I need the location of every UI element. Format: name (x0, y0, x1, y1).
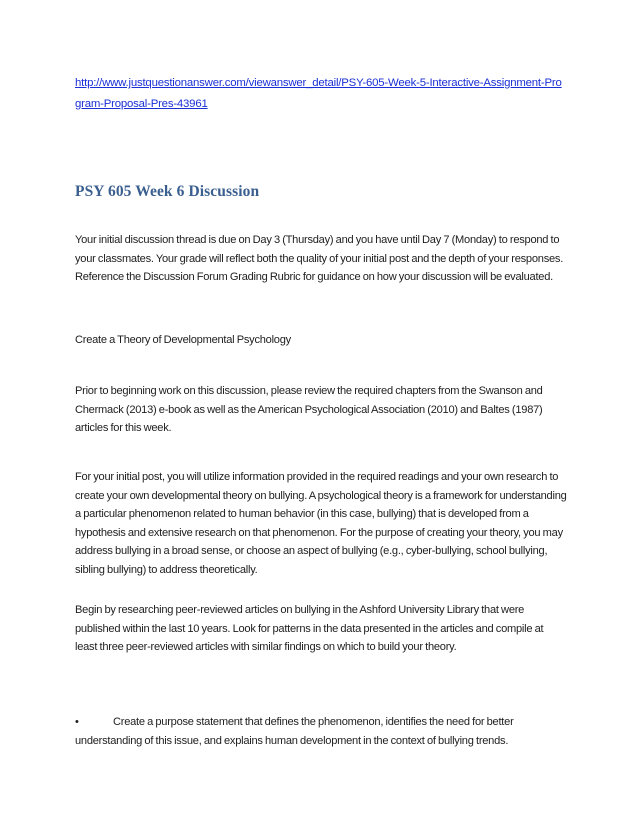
preparation-paragraph: Prior to beginning work on this discussion, please review the required chapters from the Swanson and Chermack (2013) e-book as well as the American Psychological Association (2010) and Baltes (1987) articles for this week. (75, 385, 543, 435)
bullet-item-text: Create a purpose statement that defines the phenomenon, identifies the need for better understanding of this issue, and explains human development in the context of bullying trends. (75, 716, 514, 747)
page-heading: PSY 605 Week 6 Discussion (75, 183, 260, 200)
assignment-title: Create a Theory of Developmental Psychology (75, 334, 291, 346)
research-paragraph: Begin by researching peer-reviewed articles on bullying in the Ashford University Library that were published within the last 10 years. Look for patterns in the data presented in the articles and compile at least three peer-reviewed articles with similar findings on which to build your theory. (75, 604, 544, 654)
instructions-paragraph: Your initial discussion thread is due on Day 3 (Thursday) and you have until Day 7 (Monday) to respond to your classmates. Your grade will reflect both the quality of your initial post and the depth of your responses. Reference the Discussion Forum Grading Rubric for guidance on how your discussion will be evaluated. (75, 234, 564, 284)
source-link[interactable]: http://www.justquestionanswer.com/viewanswer_detail/PSY-605-Week-5-Interactive-Assignment-Program-Proposal-Pres-43961 (75, 77, 562, 110)
bullet-marker: • (75, 716, 79, 728)
initial-post-paragraph: For your initial post, you will utilize information provided in the required readings and your own research to create your own developmental theory on bullying. A psychological theory is a framework for understanding a particular phenomenon related to human behavior (in this case, bullying) that is developed from a hypothesis and extensive research on that phenomenon. For the purpose of creating your theory, you may address bullying in a broad sense, or choose an aspect of bullying (e.g., cyber-bullying, school bullying, sibling bullying) to address theoretically. (75, 471, 567, 576)
bullet-list-item (75, 713, 567, 750)
